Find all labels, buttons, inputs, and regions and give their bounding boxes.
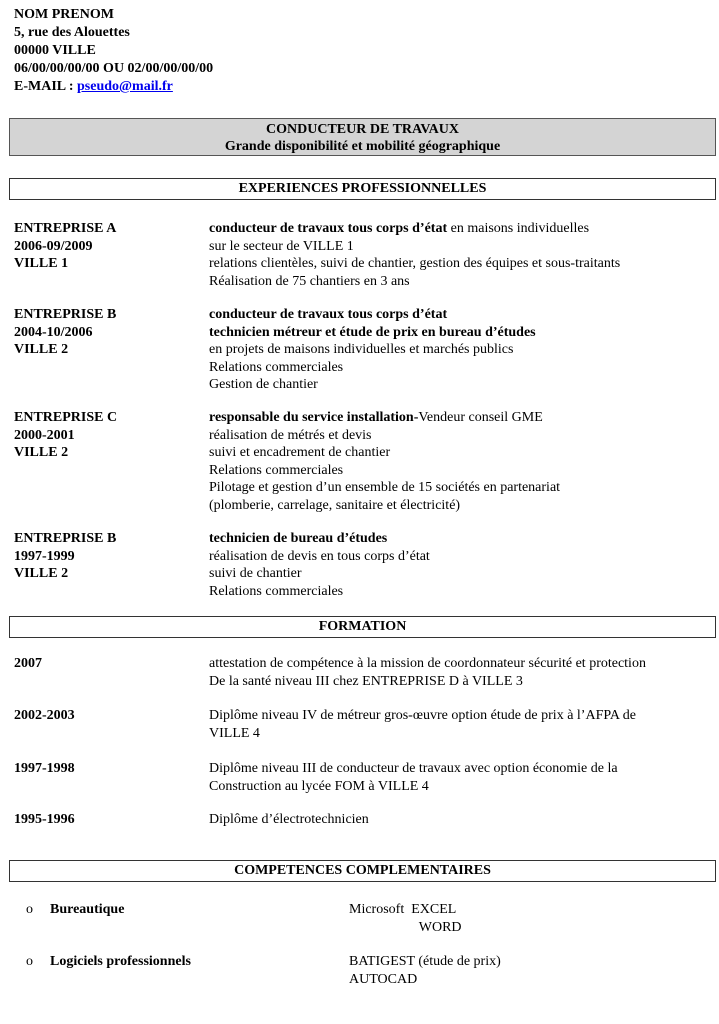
street-address: 5, rue des Alouettes xyxy=(14,25,130,40)
contact-header xyxy=(14,6,213,96)
company-name: ENTREPRISE C xyxy=(14,410,118,425)
detail-text: en projets de maisons individuelles et marchés publics xyxy=(209,342,514,357)
experience-detail-line xyxy=(209,409,709,427)
section-heading-competences: COMPETENCES COMPLEMENTAIRES xyxy=(9,860,716,882)
detail-text: Gestion de chantier xyxy=(209,377,318,392)
experience-detail-line xyxy=(209,583,709,601)
detail-text: réalisation de métrés et devis xyxy=(209,427,372,443)
formation-year: 2007 xyxy=(14,656,42,671)
competence-label: Logiciels professionnels xyxy=(50,954,191,969)
detail-text: réalisation de devis en tous corps d’état xyxy=(209,548,430,564)
company-city: VILLE 1 xyxy=(14,256,69,271)
competence-value: AUTOCAD xyxy=(349,971,418,987)
experience-detail-line xyxy=(209,359,709,377)
experience-detail-line xyxy=(209,530,709,548)
detail-text: (plomberie, carrelage, sanitaire et électricité) xyxy=(209,497,461,513)
formation-detail-line: De la santé niveau III chez ENTREPRISE D à VILLE 3 xyxy=(209,673,523,689)
bullet-icon: o xyxy=(26,954,33,969)
competence-value: Microsoft EXCEL xyxy=(349,902,457,917)
company-city: VILLE 2 xyxy=(14,445,69,460)
formation-details xyxy=(209,707,709,742)
employment-period: 2000-2001 xyxy=(14,427,75,443)
experience-detail-line xyxy=(209,306,709,324)
experience-details xyxy=(209,306,709,394)
job-title: CONDUCTEUR DE TRAVAUX xyxy=(266,122,459,137)
experience-detail-line xyxy=(209,376,709,394)
employment-period: 1997-1999 xyxy=(14,548,75,564)
formation-year: 2002-2003 xyxy=(14,708,75,723)
formation-details xyxy=(209,811,709,829)
detail-text: Réalisation de 75 chantiers en 3 ans xyxy=(209,273,410,289)
job-subtitle: Grande disponibilité et mobilité géographique xyxy=(224,139,501,154)
section-heading-formation: FORMATION xyxy=(9,616,716,638)
company-city: VILLE 2 xyxy=(14,342,69,357)
company-name: ENTREPRISE A xyxy=(14,221,117,236)
employment-period: 2004-10/2006 xyxy=(14,324,93,340)
experience-meta xyxy=(14,220,204,273)
candidate-name: NOM PRENOM xyxy=(14,7,114,22)
experience-detail-line xyxy=(209,341,709,359)
experience-meta xyxy=(14,409,204,462)
company-name: ENTREPRISE B xyxy=(14,531,117,546)
company-city: VILLE 2 xyxy=(14,566,69,581)
formation-detail-line: Diplôme d’électrotechnicien xyxy=(209,812,369,827)
experience-detail-line xyxy=(209,427,709,445)
experience-detail-line xyxy=(209,548,709,566)
email-link[interactable]: pseudo@mail.fr xyxy=(77,79,173,94)
detail-text: Relations commerciales xyxy=(209,359,344,375)
detail-text: relations clientèles, suivi de chantier, gestion des équipes et sous-traitants xyxy=(209,256,621,271)
detail-text: Relations commerciales xyxy=(209,583,344,599)
experience-detail-line xyxy=(209,255,709,273)
formation-detail-line: Construction au lycée FOM à VILLE 4 xyxy=(209,778,429,794)
competence-value: WORD xyxy=(349,919,462,935)
competence-label: Bureautique xyxy=(50,902,125,917)
job-title-box xyxy=(9,118,716,156)
detail-text: Relations commerciales xyxy=(209,462,344,478)
formation-detail-line: Diplôme niveau III de conducteur de travaux avec option économie de la xyxy=(209,761,618,776)
formation-detail-line: Diplôme niveau IV de métreur gros-œuvre option étude de prix à l’AFPA de xyxy=(209,708,636,723)
phone-numbers: 06/00/00/00/00 OU 02/00/00/00/00 xyxy=(14,61,214,76)
role-title: responsable du service installation- xyxy=(209,410,419,425)
experience-detail-line xyxy=(209,273,709,291)
experience-detail-line xyxy=(209,479,709,497)
detail-text: Vendeur conseil GME xyxy=(418,410,543,425)
experience-detail-line xyxy=(209,238,709,256)
email-line xyxy=(14,78,213,96)
employment-period: 2006-09/2009 xyxy=(14,238,93,254)
formation-details xyxy=(209,655,709,690)
experience-detail-line xyxy=(209,220,709,238)
city-address: 00000 VILLE xyxy=(14,43,96,58)
section-heading-experiences: EXPERIENCES PROFESSIONNELLES xyxy=(9,178,716,200)
detail-text: en maisons individuelles xyxy=(447,221,590,236)
experience-meta xyxy=(14,530,204,583)
formation-detail-line: VILLE 4 xyxy=(209,725,260,741)
formation-detail-line: attestation de compétence à la mission de coordonnateur sécurité et protection xyxy=(209,656,646,671)
experience-details xyxy=(209,530,709,600)
experience-detail-line xyxy=(209,462,709,480)
detail-text: Pilotage et gestion d’un ensemble de 15 sociétés en partenariat xyxy=(209,480,561,495)
experience-meta xyxy=(14,306,204,359)
experience-detail-line xyxy=(209,497,709,515)
experience-detail-line xyxy=(209,444,709,462)
competence-value: BATIGEST (étude de prix) xyxy=(349,954,501,969)
company-name: ENTREPRISE B xyxy=(14,307,117,322)
detail-text: suivi et encadrement de chantier xyxy=(209,445,391,460)
competence-values xyxy=(349,901,462,936)
bullet-icon: o xyxy=(26,902,33,917)
formation-year: 1995-1996 xyxy=(14,812,75,827)
formation-year: 1997-1998 xyxy=(14,761,75,776)
detail-text: suivi de chantier xyxy=(209,566,302,581)
role-title: conducteur de travaux tous corps d’état xyxy=(209,221,448,236)
role-title: conducteur de travaux tous corps d’état xyxy=(209,307,448,322)
formation-details xyxy=(209,760,709,795)
detail-text: sur le secteur de VILLE 1 xyxy=(209,238,354,254)
role-title: technicien métreur et étude de prix en bureau d’études xyxy=(209,324,536,340)
experience-detail-line xyxy=(209,324,709,342)
experience-details xyxy=(209,409,709,514)
role-title: technicien de bureau d’études xyxy=(209,531,388,546)
experience-detail-line xyxy=(209,565,709,583)
experience-details xyxy=(209,220,709,290)
competence-values xyxy=(349,953,501,988)
email-label: E-MAIL : xyxy=(14,79,77,94)
